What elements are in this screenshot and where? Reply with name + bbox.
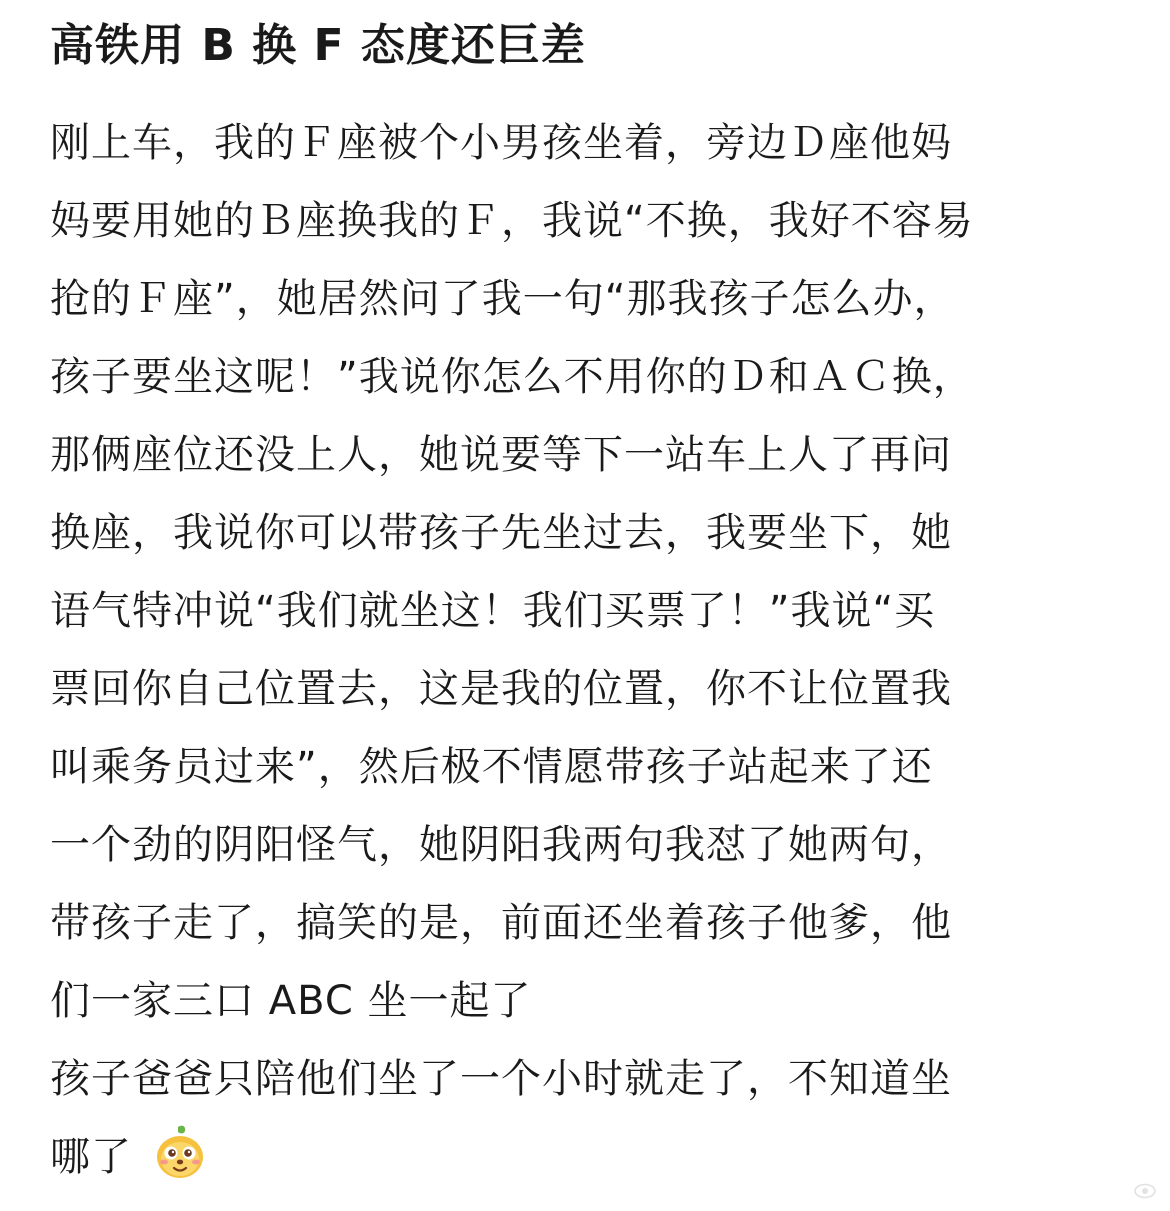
post-body-line: 票回你自己位置去，这是我的位置，你不让位置我 (50, 666, 952, 712)
post-title: 高铁用 B 换 F 态度还巨差 (50, 20, 586, 71)
post-body-line: 孩子要坐这呢！”我说你怎么不用你的Ｄ和ＡＣ换， (50, 354, 974, 400)
post-body-line: 抢的Ｆ座”，她居然问了我一句“那我孩子怎么办， (50, 276, 955, 322)
post-body-line: 换座，我说你可以带孩子先坐过去，我要坐下，她 (50, 510, 952, 556)
weibo-eye-watermark-icon (1134, 1183, 1156, 1203)
post-body-line: 那俩座位还没上人，她说要等下一站车上人了再问 (50, 432, 952, 478)
post-body-last-line (50, 1118, 1130, 1206)
post-body-line: 孩子爸爸只陪他们坐了一个小时就走了，不知道坐 (50, 1056, 952, 1102)
post-body-line: 带孩子走了，搞笑的是，前面还坐着孩子他爹，他 (50, 900, 952, 946)
post-body-line: 哪了 (50, 1134, 132, 1180)
weibo-watermark (1134, 1183, 1156, 1203)
post (50, 14, 1130, 1206)
post-body-line: 们一家三口 ABC 坐一起了 (50, 978, 532, 1024)
post-body-line: 刚上车，我的Ｆ座被个小男孩坐着，旁边Ｄ座他妈 (50, 120, 952, 166)
post-body-line: 一个劲的阴阳怪气，她阴阳我两句我怼了她两句， (50, 822, 952, 868)
post-body-line: 妈要用她的Ｂ座换我的Ｆ，我说“不换，我好不容易 (50, 198, 974, 244)
post-body (50, 104, 1130, 1206)
post-body-line: 语气特冲说“我们就坐这！我们买票了！”我说“买 (50, 588, 936, 634)
post-body-line: 叫乘务员过来”，然后极不情愿带孩子站起来了还 (50, 744, 933, 790)
doge-emoji-icon (152, 1124, 208, 1206)
